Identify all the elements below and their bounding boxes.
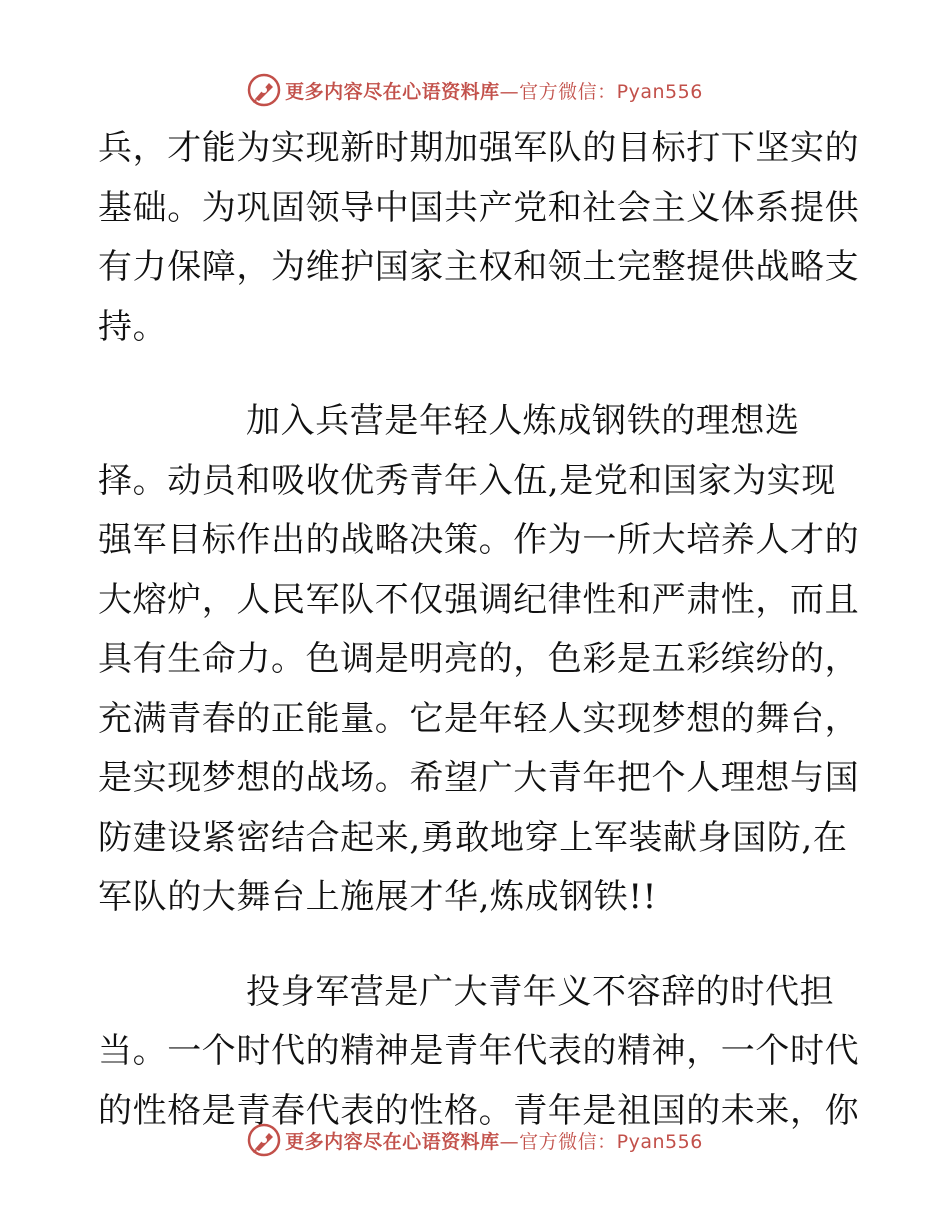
paragraph-gap: [98, 928, 858, 963]
paragraph-1: [98, 119, 858, 357]
text-line: 的性格是青春代表的性格。青年是祖国的未来，你: [98, 1090, 860, 1131]
text-line: 具有生命力。色调是明亮的，色彩是五彩缤纷的，: [98, 639, 860, 679]
footer-banner-dash: —: [499, 1130, 520, 1153]
text-line: 有力保障，为维护国家主权和领土完整提供战略支: [98, 247, 860, 287]
footer-banner-suffix: 官方微信：Pyan556: [519, 1130, 703, 1153]
text-line: 加入兵营是年轻人炼成钢铁的理想选: [246, 401, 800, 441]
text-line: 择。动员和吸收优秀青年入伍,是党和国家为实现: [98, 460, 837, 501]
text-line: 当。一个时代的精神是青年代表的精神，一个时代: [98, 1031, 860, 1071]
document-body: [98, 119, 858, 1141]
text-line: 充满青春的正能量。它是年轻人实现梦想的舞台，: [98, 698, 860, 739]
header-banner-prefix: 更多内容尽在心语资料库: [285, 80, 500, 103]
text-line: 强军目标作出的战略决策。作为一所大培养人才的: [98, 520, 860, 560]
text-line: 大熔炉，人民军队不仅强调纪律性和严肃性，而且: [98, 579, 860, 620]
text-line: 防建设紧密结合起来,勇敢地穿上军装献身国防,在: [98, 817, 848, 858]
paragraph-2: [98, 392, 858, 928]
paragraph-3: [98, 963, 858, 1142]
header-banner-text: [285, 77, 703, 104]
text-line: 军队的大舞台上施展才华,炼成钢铁!!: [98, 877, 657, 917]
footer-banner-text: [285, 1127, 703, 1154]
pen-logo-icon: [247, 73, 281, 107]
text-line: 是实现梦想的战场。希望广大青年把个人理想与国: [98, 758, 860, 798]
text-line: 投身军营是广大青年义不容辞的时代担: [246, 971, 835, 1012]
footer-banner-prefix: 更多内容尽在心语资料库: [285, 1130, 500, 1153]
footer-banner: [0, 1120, 950, 1160]
paragraph-gap: [98, 357, 858, 392]
text-line: 持。: [98, 306, 168, 347]
header-banner-dash: —: [499, 80, 520, 103]
header-banner-suffix: 官方微信：Pyan556: [519, 80, 703, 103]
text-line: 兵，才能为实现新时期加强军队的目标打下坚实的: [98, 128, 860, 168]
header-banner: [0, 70, 950, 110]
text-line: 基础。为巩固领导中国共产党和社会主义体系提供: [98, 187, 860, 228]
pen-logo-icon: [247, 1123, 281, 1157]
